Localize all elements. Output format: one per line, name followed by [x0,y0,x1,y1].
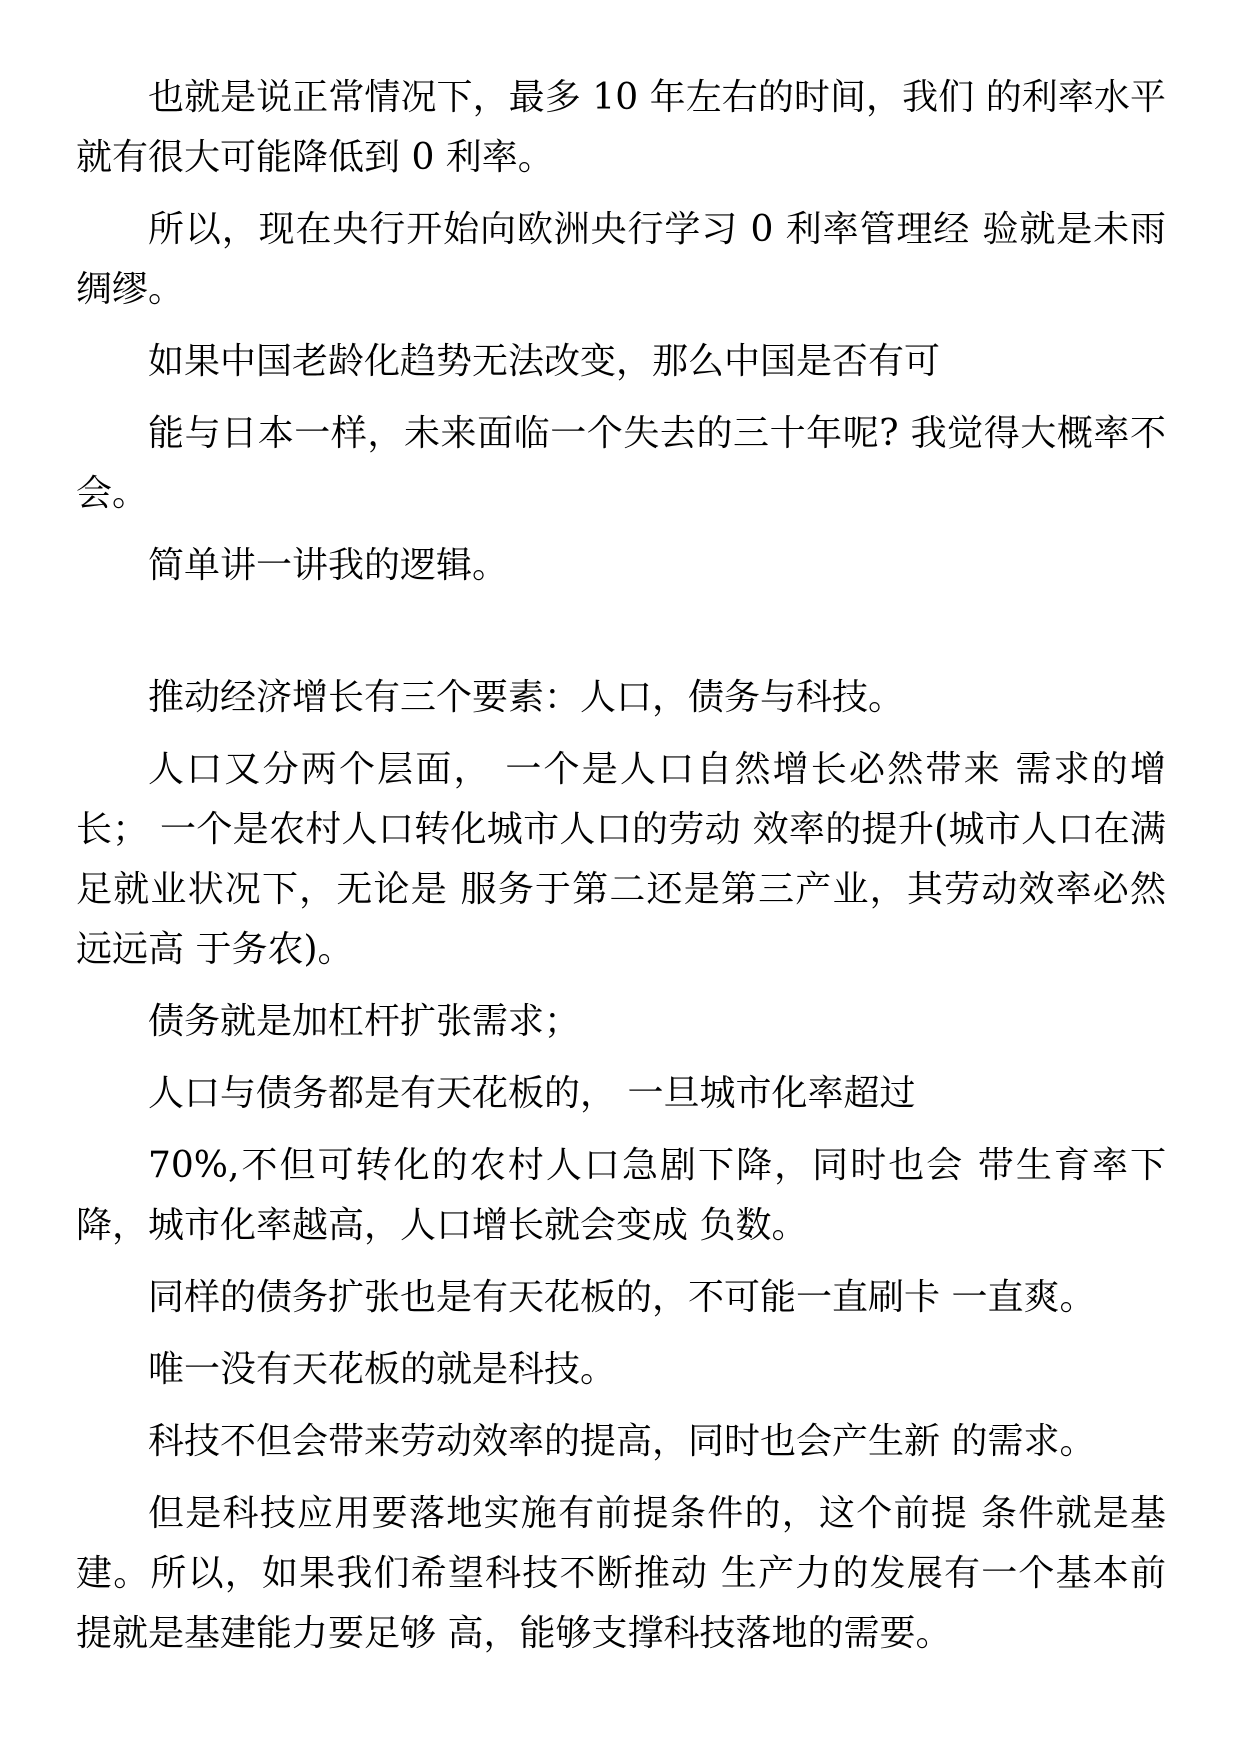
paragraph-technology: 唯一没有天花板的就是科技。 [148,1349,617,1390]
paragraph-population: 人口又分两个层面， 一个是人口自然增长必然带来 需求的增长； 一个是农村人口转化城市人口的劳动 效率的提升(城市人口在满足就业状况下，无论是 服务于第二还是第三产业，其劳动效率必然远远高 于务农)。 [76,749,1166,970]
paragraph-tech-demand: 科技不但会带来劳动效率的提高，同时也会产生新 的需求。 [148,1421,1096,1462]
paragraph-growth-factors: 推动经济增长有三个要素：人口，债务与科技。 [148,677,905,718]
document-body [76,68,1166,1676]
paragraph-ceiling-start: 人口与债务都是有天花板的， 一旦城市化率超过 [148,1073,916,1114]
paragraph-aging-question-start: 如果中国老龄化趋势无法改变，那么中国是否有可 [148,341,941,382]
paragraph-infrastructure: 但是科技应用要落地实施有前提条件的，这个前提 条件就是基建。所以，如果我们希望科技不断推动 生产力的发展有一个基本前提就是基建能力要足够 高，能够支撑科技落地的需要。 [76,1493,1166,1654]
paragraph-urbanization: 70%,不但可转化的农村人口急剧下降，同时也会 带生育率下降，城市化率越高，人口增长就会变成 负数。 [76,1145,1166,1246]
paragraph-debt: 债务就是加杠杆扩张需求； [148,1001,581,1042]
paragraph-debt-ceiling: 同样的债务扩张也是有天花板的，不可能一直刷卡 一直爽。 [148,1277,1096,1318]
paragraph-rate-outlook: 也就是说正常情况下，最多 10 年左右的时间，我们 的利率水平就有很大可能降低到 0 利率。 [76,77,1166,178]
paragraph-central-bank: 所以，现在央行开始向欧洲央行学习 0 利率管理经 验就是未雨绸缪。 [76,209,1166,310]
paragraph-aging-question-end: 能与日本一样，未来面临一个失去的三十年呢? 我觉得大概率不会。 [76,413,1166,514]
paragraph-logic-intro: 简单讲一讲我的逻辑。 [148,545,509,586]
